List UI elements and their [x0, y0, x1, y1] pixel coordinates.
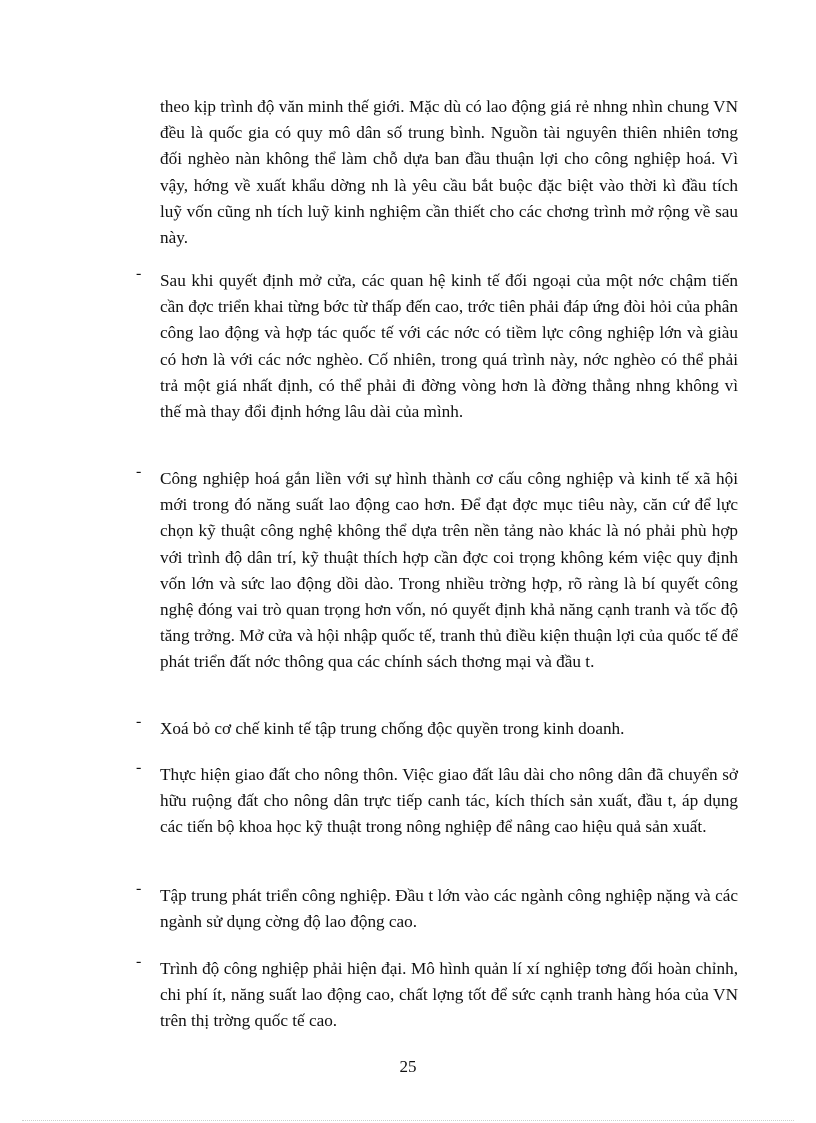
intro-paragraph: theo kịp trình độ văn minh thế giới. Mặc dù có lao động giá rẻ nhng nhìn chung VN đều là quốc gia có quy mô dân số trung bình. Nguồn tài nguyên thiên nhiên tơng đối nghèo nàn không thể làm chỗ dựa ban đầu thuận lợi cho công nghiệp hoá. Vì vậy, hớng về xuất khẩu dờng nh là yêu cầu bắt buộc đặc biệt vào thời kì đầu tích luỹ vốn cũng nh tích luỹ kinh nghiệm cần thiết cho các chơng trình mở rộng về sau này. [160, 97, 738, 248]
list-item-text: Sau khi quyết định mở cửa, các quan hệ kinh tế đối ngoại của một nớc chậm tiến cần đợc triển khai từng bớc từ thấp đến cao, trớc tiên phải đáp ứng đòi hỏi của phân công lao động và hợp tác quốc tế với các nớc có tiềm lực công nghiệp lớn và giàu có hơn là với các nớc nghèo. Cố nhiên, trong quá trình này, nớc nghèo có thể phải trả một giá nhất định, có thể phải đi đờng vòng hơn là đờng thẳng nhng không vì thế mà thay đổi định hớng lâu dài của mình. [160, 271, 738, 422]
list-item-text: Tập trung phát triển công nghiệp. Đầu t lớn vào các ngành công nghiệp nặng và các ngành sử dụng cờng độ lao động cao. [160, 886, 738, 932]
bullet-marker: - [136, 463, 142, 480]
page-number: 25 [399, 1057, 417, 1076]
bullet-marker: - [136, 265, 142, 282]
list-item-text: Trình độ công nghiệp phải hiện đại. Mô hình quản lí xí nghiệp tơng đối hoàn chỉnh, chi phí ít, năng suất lao động cao, chất lợng tốt để sức cạnh tranh hàng hóa của VN trên thị trờng quốc tế cao. [160, 959, 738, 1031]
list-item-text: Xoá bỏ cơ chế kinh tế tập trung chống độc quyền trong kinh doanh. [160, 719, 625, 738]
bullet-marker: - [136, 880, 142, 897]
bullet-marker: - [136, 713, 142, 730]
bullet-marker: - [136, 759, 142, 776]
bullet-marker: - [136, 953, 142, 970]
page-bottom-divider [22, 1120, 794, 1121]
list-item-text: Thực hiện giao đất cho nông thôn. Việc giao đất lâu dài cho nông dân đã chuyển sở hữu ruộng đất cho nông dân trực tiếp canh tác, kích thích sản xuất, đầu t, áp dụng các tiến bộ khoa học kỹ thuật trong nông nghiệp để nâng cao hiệu quả sản xuất. [160, 765, 738, 837]
list-item-text: Công nghiệp hoá gắn liền với sự hình thành cơ cấu công nghiệp và kinh tế xã hội mới trong đó năng suất lao động cao hơn. Để đạt đợc mục tiêu này, căn cứ để lực chọn kỹ thuật công nghệ không thể dựa trên nền tảng nào khác là nó phải phù hợp với trình độ dân trí, kỹ thuật thích hợp cần đợc coi trọng không kém việc quy định vốn lớn và sức lao động dồi dào. Trong nhiều trờng hợp, rõ ràng là bí quyết công nghệ đóng vai trò quan trọng hơn vốn, nó quyết định khả năng cạnh tranh và tốc độ tăng trởng. Mở cửa và hội nhập quốc tế, tranh thủ điều kiện thuận lợi của quốc tế để phát triển đất nớc thông qua các chính sách thơng mại và đầu t. [160, 469, 738, 672]
